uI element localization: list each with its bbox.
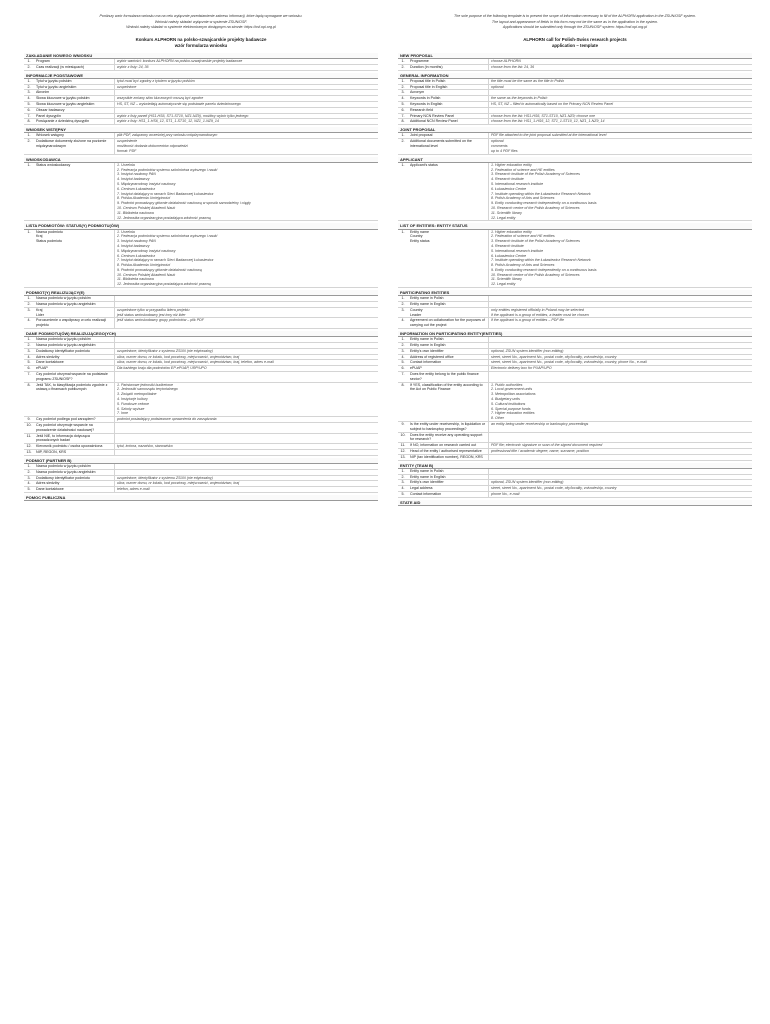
field-label: Czas realizacji (w miesiącach): [34, 65, 115, 70]
field-value: wszystkie zmiany słów kluczowych muszą być zgodne: [117, 96, 204, 101]
form-title: Konkurs ALPHORN na polsko-szwajcarskie projekty badawcze wzór formularza wniosku: [135, 36, 267, 48]
field-label: Entity name in Polish: [408, 469, 489, 474]
field-value: telefon, adres e-mail: [117, 487, 150, 492]
field-value: street, street No., apartment No., postal code, city/locality, voivodeship, country, phone No., e-mail: [491, 360, 647, 365]
row-number: 8.: [27, 119, 31, 124]
field-label: Entity's own identifier: [408, 480, 489, 485]
row-number: 3.: [27, 90, 31, 95]
form-row: [24, 434, 378, 445]
field-value: [115, 90, 378, 95]
row-number: 4.: [27, 96, 31, 101]
form-row: [24, 139, 378, 154]
field-label: Tytuł w języku polskim: [34, 79, 115, 84]
field-value: HS, ST, NZ – wyświetlają automatycznie się podstawie panelu dziedzinowego: [117, 101, 241, 106]
field-value: ulica, numer domu, nr lokalu, kod pocztowy, miejscowość, województwo, kraj, telefon, adres e-mail: [117, 360, 274, 365]
form-row: [398, 422, 752, 433]
form-row: [398, 139, 752, 154]
row-number: 5.: [27, 360, 31, 365]
row-number: 2.: [27, 469, 31, 474]
field-value: ulica, numer domu, nr lokalu, kod pocztowy, miejscowość, województwo, kraj: [117, 354, 240, 359]
field-value: Electronic delivery box for PUAP/UPO: [491, 366, 552, 371]
form-title: ALPHORN call for Polish-Swiss research projects application – template: [523, 36, 627, 48]
section-heading: INFORMACJE PODSTAWOWE: [24, 73, 378, 79]
form-row: [398, 492, 752, 498]
field-label: ePUAP: [408, 366, 489, 371]
intro-note: Poniższy wzór formularza wniosku ma na celu wyłącznie przedstawienie zakresu informacji, które będą wymagane we wniosku. Wnioski należy składać wyłącznie w systemie ZSUN/OSF. Wnioski należy składać w systemie elektronicznym dostępnym na stronie: https://osf.opi.org.pl: [99, 14, 303, 30]
field-label: Does the entity belong to the public finance sector?: [408, 372, 489, 382]
row-number: 7.: [401, 113, 405, 118]
field-label: Is the entity under receivership, in liquidation or subject to bankruptcy proceedings?: [408, 422, 489, 432]
row-number: 1.: [27, 464, 31, 468]
field-value: [489, 302, 752, 307]
row-number: 8.: [27, 382, 31, 387]
form-sections: [24, 53, 378, 501]
row-number: 3.: [401, 480, 405, 485]
field-label: Nazwa podmiotu w języku polskim: [34, 337, 115, 342]
field-value: choose from the list: 24, 36: [491, 64, 535, 69]
field-label: Adres siedziby: [34, 355, 115, 360]
field-label: Status wnioskodawcy: [34, 163, 115, 221]
row-number: 2.: [27, 302, 31, 307]
field-value: 1. Public authorities 2. Local government units 3. Metropolitan associations 4. Budgetary units 5. Cultural institutions 6. Special purpose funds 7. Higher education entities 8. Other: [491, 382, 536, 421]
row-number: 2.: [401, 64, 405, 69]
row-number: 13.: [400, 454, 406, 459]
row-number: 1.: [401, 58, 405, 63]
row-number: 2.: [27, 139, 31, 144]
field-value: tytuł, imiona, nazwisko, stanowisko: [117, 444, 173, 449]
field-value: [489, 90, 752, 95]
field-label: Kraj Lider: [34, 308, 115, 318]
field-label: If NO, information on research carried out: [408, 443, 489, 448]
row-number: 1.: [401, 229, 405, 234]
field-value: phone No., e-mail: [491, 491, 520, 496]
field-label: Nazwa podmiotu w języku angielskim: [34, 470, 115, 475]
field-value: an entity being under receivership or bankruptcy proceedings: [491, 422, 589, 427]
row-number: 1.: [401, 78, 405, 83]
section-heading: LIST OF ENTITIES: ENTITY STATUS: [398, 223, 752, 229]
field-value: wybór z listy: HS1_1-HS6_12, ST1_1-ST10_12, NZ1_1-NZ9_14: [117, 119, 219, 124]
row-number: 3.: [27, 348, 31, 353]
row-number: 6.: [401, 107, 405, 112]
section-heading: ZAKŁADANIE NOWEGO WNIOSKU: [24, 53, 378, 59]
form-row: [398, 163, 752, 222]
section-heading: WNIOSKODAWCA: [24, 157, 378, 163]
field-value: [115, 470, 378, 475]
field-label: Keywords in Polish: [408, 96, 489, 101]
field-value: jeśli status wnioskodawcy grupy podmiotów – plik PDF: [117, 318, 204, 323]
field-value: [115, 372, 378, 382]
section-heading: ENTITY (TEAM B): [398, 463, 752, 469]
field-value: podmiot posiadający podstawowe uprawnienia do zarządzania: [117, 417, 217, 422]
field-value: [115, 302, 378, 307]
field-value: [489, 343, 752, 348]
row-number: 2.: [401, 302, 405, 307]
field-label: Primary NCN Review Panel: [408, 114, 489, 119]
field-label: Akronim: [34, 90, 115, 95]
field-value: [489, 475, 752, 480]
row-number: 1.: [27, 162, 31, 167]
field-value: 1. Higher education entity 2. Federation of science and HE entities 3. Research institute of the Polish Academy of Sciences 4. Research institute 5. International research institute 6. Łukasiewicz Centre 7. Institute operating within the Łukasiewicz Research Network 8. Polish Academy of Arts and Sciences 9. Entity conducting research independently on a continuous basis 10. Research centre of the Polish Academy of Sciences 11. Scientific library 12. Legal entity: [491, 229, 597, 287]
field-label: Entity name in Polish: [408, 296, 489, 301]
field-label: Dane kontaktowe: [34, 360, 115, 365]
field-value: [489, 372, 752, 382]
field-label: ePUAP: [34, 366, 115, 371]
field-value: plik PDF, załączony wcześniej przy wniosku międzynarodowym: [117, 133, 218, 138]
field-label: Słowa kluczowe w języku polskim: [34, 96, 115, 101]
field-label: Address of registered office: [408, 355, 489, 360]
section-heading: PODMIOT (PARTNER B): [24, 458, 378, 464]
row-number: 13.: [26, 450, 32, 454]
field-value: [489, 296, 752, 301]
field-label: Jeśli TAK, to klasyfikacja podmiotu zgodnie z ustawą o finansach publicznych: [34, 383, 115, 417]
field-label: Nazwa podmiotu w języku angielskim: [34, 343, 115, 348]
row-number: 1.: [27, 58, 31, 63]
field-label: Wniosek wstępny: [34, 133, 115, 138]
field-label: Czy podmiot otrzymał wsparcie na podstawie programu ZSUN/OSF?: [34, 372, 115, 382]
row-number: 4.: [401, 486, 405, 491]
form-sections: [398, 53, 752, 506]
field-value: optional, ZSUN system identifier (non-editing): [491, 348, 564, 353]
field-label: Powiązanie z dziedziną dyscyplin: [34, 119, 115, 124]
form-row: [24, 487, 378, 493]
field-label: Obszar badawczy: [34, 108, 115, 113]
field-value: PDF file; electronic signature or scan of the signed document required: [491, 443, 603, 448]
section-heading: WNIOSEK WSTĘPNY: [24, 127, 378, 133]
field-value: uzupełnione, identyfikator z systemu ZSUN (nie edytowalny): [117, 348, 213, 353]
field-value: Dla każdego kraju dla podmiotów EP-ePUAP, URP/UPO: [117, 366, 207, 371]
section-heading: DANE PODMIOTU(ÓW) REALIZUJĄCEGO(YCH): [24, 331, 378, 337]
field-value: tytuł musi być zgodny z tytułem w języku polskim: [117, 78, 195, 83]
row-number: 4.: [27, 354, 31, 359]
row-number: 4.: [401, 96, 405, 101]
polish-column: [24, 14, 378, 501]
field-value: [489, 455, 752, 460]
field-value: [489, 433, 752, 443]
row-number: 2.: [401, 84, 405, 89]
form-row: [24, 230, 378, 289]
section-heading: STATE AID: [398, 500, 752, 506]
row-number: 12.: [26, 444, 32, 449]
field-label: Dane kontaktowe: [34, 487, 115, 492]
row-number: 3.: [27, 475, 31, 480]
form-row: [24, 450, 378, 456]
row-number: 1.: [401, 296, 405, 301]
row-number: 4.: [27, 318, 31, 323]
row-number: 1.: [27, 78, 31, 83]
row-number: 5.: [27, 487, 31, 492]
row-number: 4.: [401, 318, 405, 323]
row-number: 5.: [401, 491, 405, 496]
field-label: Keywords in English: [408, 102, 489, 107]
field-value: [115, 464, 378, 469]
row-number: 2.: [401, 139, 405, 144]
row-number: 7.: [401, 372, 405, 377]
section-heading: INFORMATION ON PARTICIPATING ENTITY(ENTITIES): [398, 331, 752, 337]
form-row: [24, 423, 378, 434]
row-number: 12.: [400, 449, 406, 453]
row-number: 2.: [27, 84, 31, 89]
row-number: 1.: [27, 133, 31, 138]
field-value: optional: [491, 84, 504, 89]
field-label: Słowa kluczowe w języku angielskim: [34, 102, 115, 107]
field-label: Adres siedziby: [34, 481, 115, 486]
field-value: [489, 337, 752, 342]
form-row: [398, 372, 752, 383]
row-number: 10.: [400, 432, 406, 437]
row-number: 1.: [401, 162, 405, 167]
row-number: 6.: [27, 366, 31, 371]
field-label: Applicant's status: [408, 163, 489, 221]
field-label: Dodatkowy identyfikator podmiotu: [34, 476, 115, 481]
intro-note: The sole purpose of the following template is to present the scope of information necessary to fill of the ALPHORN application in the ZSUN/OSF system. The layout and appearance of fields in this form may not be the same as in the application in the system. Applications should be submitted only through the ZSUN/OSF system: https://osf.opi.org.pl: [454, 14, 696, 30]
section-heading: JOINT PROPOSAL: [398, 127, 752, 133]
form-row: [24, 318, 378, 329]
field-label: Additional NCN Review Panel: [408, 119, 489, 124]
field-value: wybór wartości: konkurs ALPHORN na polsko-szwajcarskie projekty badawcze: [117, 58, 243, 63]
field-value: the same as the keywords in Polish: [491, 96, 548, 101]
field-value: [115, 337, 378, 342]
field-label: Programme: [408, 59, 489, 64]
field-value: [489, 469, 752, 474]
field-value: uzupełnione tylko w przypadku lidera projektu jeśli status wnioskodawcy jest inny niż lider: [117, 307, 190, 317]
field-label: Proposal title in Polish: [408, 79, 489, 84]
field-label: Entity name Country Entity status: [408, 230, 489, 288]
row-number: 2.: [27, 64, 31, 69]
section-heading: GENERAL INFORMATION: [398, 73, 752, 79]
row-number: 3.: [401, 90, 405, 95]
row-number: 5.: [401, 360, 405, 365]
field-label: Proposal title in English: [408, 85, 489, 90]
field-value: street, street No., apartment No., postal code, city/locality, voivodeship, country: [491, 486, 617, 491]
field-label: Nazwa podmiotu Kraj Status podmiotu: [34, 230, 115, 288]
form-row: [24, 65, 378, 71]
row-number: 8.: [401, 382, 405, 387]
field-label: Porozumienie o współpracy w celu realizacji projektu: [34, 318, 115, 328]
field-value: choose from the list: HS1-HS6, ST1-ST10, NZ1-NZ9; choose one: [491, 113, 596, 118]
field-label: Research field: [408, 108, 489, 113]
row-number: 5.: [27, 101, 31, 106]
row-number: 9.: [401, 422, 405, 427]
field-label: Nazwa podmiotu w języku angielskim: [34, 302, 115, 307]
row-number: 6.: [401, 366, 405, 371]
form-row: [398, 383, 752, 422]
field-value: [115, 450, 378, 455]
row-number: 1.: [401, 133, 405, 138]
field-label: Jeśli NIE, to informacja dotycząca prowadzonych badań: [34, 434, 115, 444]
field-label: Nazwa podmiotu w języku polskim: [34, 464, 115, 469]
form-row: [398, 433, 752, 444]
row-number: 3.: [27, 307, 31, 312]
field-label: Nazwa podmiotu w języku polskim: [34, 296, 115, 301]
field-value: 1. Uczelnia 2. Federacja podmiotów systemu szkolnictwa wyższego i nauki 3. Instytut naukowy PAN 4. Instytut badawczy 5. Międzynarodowy instytut naukowy 6. Centrum Łukasiewicz 7. Instytut działający w ramach Sieci Badawczej Łukasiewicz 8. Polska Akademia Umiejętności 9. Podmiot prowadzący głównie działalność naukową w sposób samodzielny i ciągły 10. Centrum Polskiej Akademii Nauk 11. Biblioteka naukowa 12. Jednostka organizacyjna posiadająca zdolność prawną: [117, 162, 251, 220]
field-label: Tytuł w języku angielskim: [34, 85, 115, 90]
field-label: If YES, classification of the entity according to the Act on Public Finance: [408, 383, 489, 421]
form-row: [24, 119, 378, 125]
row-number: 11.: [400, 443, 406, 448]
row-number: 2.: [401, 474, 405, 479]
field-value: [489, 108, 752, 113]
form-row: [398, 455, 752, 461]
field-value: optional, ZSUN system identifier (non-editing): [491, 480, 564, 485]
form-row: [24, 372, 378, 383]
field-value: uzupełnione: [117, 84, 137, 89]
form-row: [24, 308, 378, 319]
row-number: 1.: [27, 337, 31, 342]
field-label: Dodatkowy identyfikator podmiotu: [34, 349, 115, 354]
field-label: Legal address: [408, 486, 489, 491]
field-label: Entity's own identifier: [408, 349, 489, 354]
row-number: 1.: [27, 296, 31, 301]
row-number: 3.: [401, 307, 405, 312]
field-label: NIP, REGON, KRS: [34, 450, 115, 455]
field-label: Does the entity receive any operating support for research?: [408, 433, 489, 443]
row-number: 8.: [401, 119, 405, 124]
field-value: HS, ST, NZ – filled in automatically based on the Primary NCN Review Panel: [491, 101, 614, 106]
field-label: Agreement on collaboration for the purposes of carrying out the project: [408, 318, 489, 328]
field-value: professional title / academic degree, name, surname, position: [491, 449, 589, 453]
form-row: [398, 230, 752, 289]
field-value: choose from the list: HS1_1-HS6_12, ST1_1-ST10_12, NZ1_1-NZ9_14: [491, 119, 605, 124]
field-value: ulica, numer domu, nr lokalu, kod pocztowy, miejscowość, województwo, kraj: [117, 481, 240, 486]
form-row: [398, 318, 752, 329]
field-label: Country Leader: [408, 308, 489, 318]
field-value: the title must be the same as the title in Polish: [491, 78, 565, 83]
field-label: Entity name in English: [408, 302, 489, 307]
field-label: NIP (tax identification number), REGON, KRS: [408, 455, 489, 460]
field-value: wybór z listy paneli (HS1-HS6, ST1-ST10, NZ1-NZ9), możliwy wybór tylko jednego: [117, 113, 249, 118]
field-value: 1. Uczelnia 2. Federacja podmiotów systemu szkolnictwa wyższego i nauki 3. Instytut naukowy PAN 4. Instytut badawczy 5. Międzynarodowy instytut naukowy 6. Centrum Łukasiewicz 7. Instytut działający w ramach Sieci Badawczej Łukasiewicz 8. Polska Akademia Umiejętności 9. Podmiot prowadzący głównie działalność naukową 10. Centrum Polskiej Akademii Nauk 11. Biblioteka naukowa 12. Jednostka organizacyjna posiadająca zdolność prawną: [117, 229, 218, 287]
field-label: Duration (in months): [408, 65, 489, 70]
row-number: 3.: [401, 348, 405, 353]
field-value: [115, 296, 378, 301]
row-number: 6.: [27, 107, 31, 112]
field-label: Dodatkowe dokumenty złożone na poziomie międzynarodowym: [34, 139, 115, 153]
field-label: Program: [34, 59, 115, 64]
row-number: 1.: [401, 337, 405, 342]
field-value: choose ALPHORN: [491, 58, 521, 63]
row-number: 4.: [401, 354, 405, 359]
field-value: PDF file attached to the joint proposal submitted at the international level: [491, 133, 607, 138]
field-label: Kierownik podmiotu / osoba upoważniona: [34, 444, 115, 449]
field-label: Czy podmiot otrzymuje wsparcie na prowadzenie działalności naukowej?: [34, 423, 115, 433]
english-column: [398, 14, 752, 506]
field-value: optional comments up to 4 PDF files: [491, 139, 518, 153]
row-number: 7.: [27, 372, 31, 377]
section-heading: APPLICANT: [398, 157, 752, 163]
row-number: 2.: [27, 343, 31, 348]
field-label: Acronym: [408, 90, 489, 95]
field-label: Panel dyscyplin: [34, 114, 115, 119]
field-value: street, street No., apartment No., postal code, city/locality, voivodeship, country: [491, 354, 617, 359]
row-number: 1.: [401, 468, 405, 473]
form-row: [24, 163, 378, 222]
field-value: 1. Państwowe jednostki budżetowe 2. Jednostki samorządu terytorialnego 3. Związki metropolitalne 4. Instytucje kultury 5. Fundusze celowe 6. Szkoły wyższe 7. Inne: [117, 382, 178, 416]
section-heading: NEW PROPOSAL: [398, 53, 752, 59]
row-number: 1.: [27, 229, 31, 234]
field-label: Contact information: [408, 360, 489, 365]
row-number: 9.: [27, 417, 31, 422]
field-value: only entities registered officially in Poland may be selected if the applicant is a group of entities, a leader must be chosen: [491, 307, 589, 317]
section-heading: POMOC PUBLICZNA: [24, 495, 378, 501]
field-label: Entity name in Polish: [408, 337, 489, 342]
row-number: 7.: [27, 113, 31, 118]
row-number: 5.: [401, 101, 405, 106]
field-value: uzupełnienie możliwość dodania dokumentów odpowiedzi format: PDF: [117, 139, 188, 153]
field-value: [115, 108, 378, 113]
row-number: 2.: [401, 343, 405, 348]
field-value: [115, 343, 378, 348]
field-value: [115, 423, 378, 433]
field-label: Additional documents submitted on the international level: [408, 139, 489, 153]
field-value: wybór z listy: 24, 36: [117, 64, 149, 69]
field-label: Czy podmiot podlega pod zarządem?: [34, 417, 115, 422]
form-row: [398, 119, 752, 125]
section-heading: PARTICIPATING ENTITIES: [398, 290, 752, 296]
field-label: Entity name in English: [408, 343, 489, 348]
section-heading: LISTA PODMIOTÓW: STATUS(Y) PODMIOTU(ÓW): [24, 223, 378, 229]
field-label: Entity name in English: [408, 475, 489, 480]
form-row: [24, 383, 378, 418]
field-value: 1. Higher education entity 2. Federation of science and HE entities 3. Research institute of the Polish Academy of Sciences 4. Research institute 5. International research institute 6. Łukasiewicz Centre 7. Institute operating within the Łukasiewicz Research Network 8. Polish Academy of Arts and Sciences 9. Entity conducting research independently on a continuous basis 10. Research centre of the Polish Academy of Sciences 11. Scientific library 12. Legal entity: [491, 162, 597, 220]
field-label: Head of the entity / authorised representative: [408, 449, 489, 454]
field-label: Contact information: [408, 492, 489, 497]
row-number: 11.: [26, 433, 32, 438]
field-value: [115, 434, 378, 444]
field-label: Joint proposal: [408, 133, 489, 138]
row-number: 10.: [26, 423, 32, 428]
section-heading: PODMIOT(Y) REALIZUJĄCY(E): [24, 290, 378, 296]
field-value: uzupełnione, identyfikator z systemu ZSUN (nie edytowalny): [117, 475, 213, 480]
field-value: if the applicant is a group of entities – PDF file: [491, 318, 565, 323]
form-row: [398, 308, 752, 319]
row-number: 4.: [27, 481, 31, 486]
form-row: [398, 65, 752, 71]
